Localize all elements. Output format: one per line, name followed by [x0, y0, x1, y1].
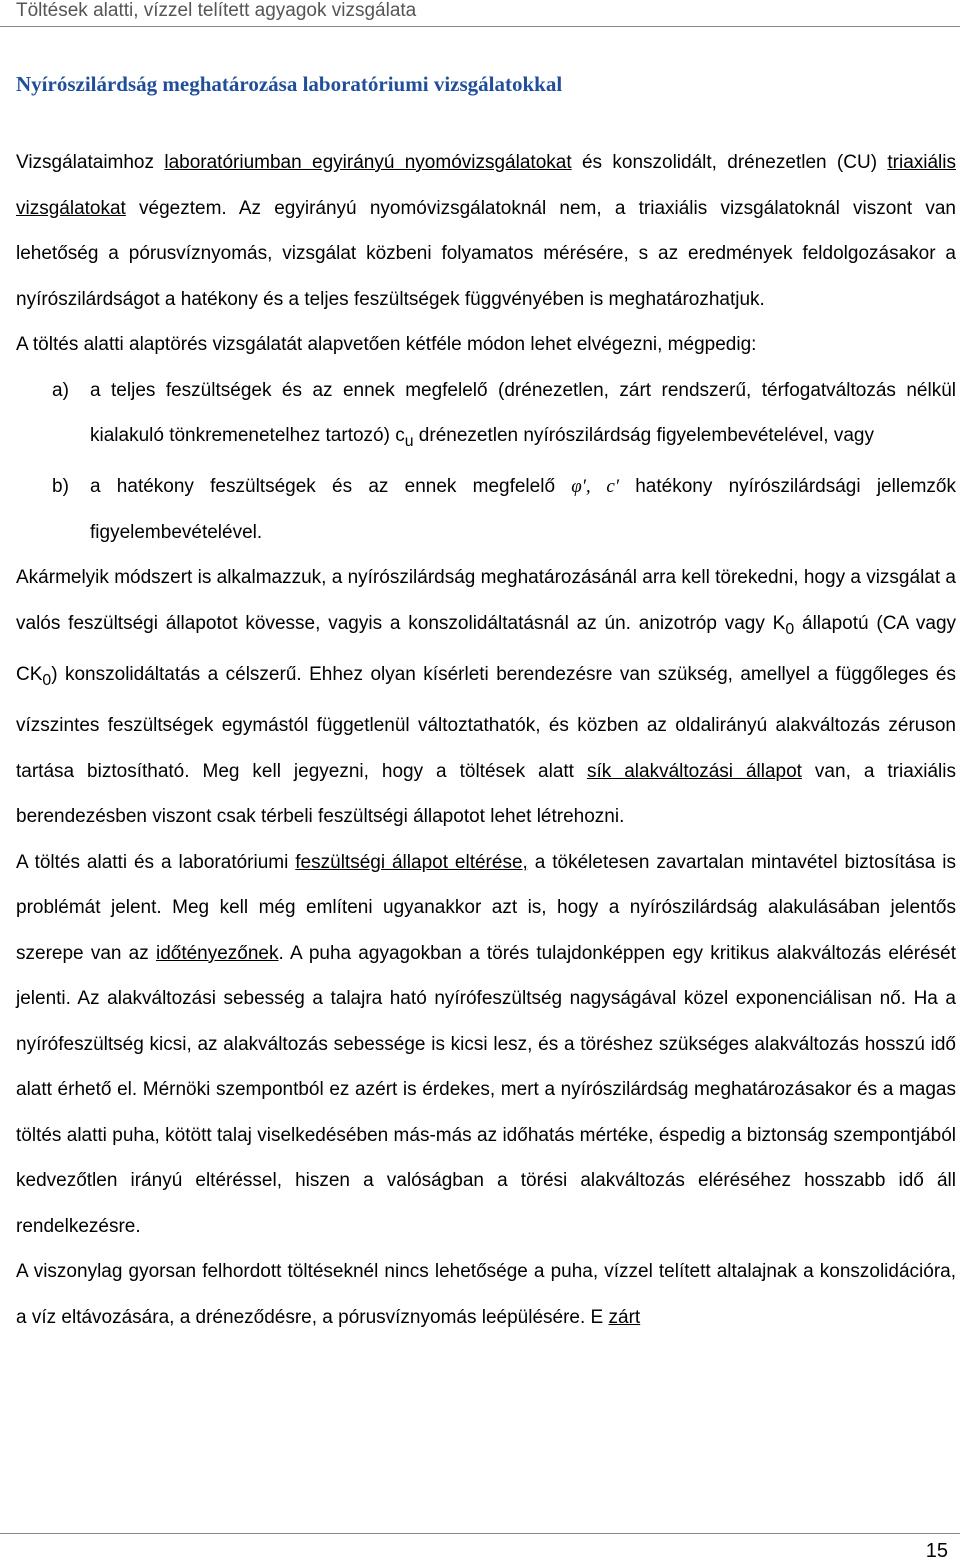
math-symbol: φ′, c′: [571, 476, 619, 498]
list-marker: a): [52, 379, 69, 401]
footer-rule: [0, 1533, 960, 1534]
running-header: Töltések alatti, vízzel telített agyagok vizsgálata: [16, 0, 417, 21]
list-item-a: [16, 368, 956, 465]
page-number: 15: [925, 1540, 948, 1562]
section-title: Nyírószilárdság meghatározása laboratóriumi vizsgálatokkal: [16, 72, 563, 96]
underlined-term: feszültségi állapot eltérése,: [295, 851, 528, 873]
header-rule: [0, 26, 960, 27]
method-list: [16, 368, 956, 556]
paragraph-5: A viszonylag gyorsan felhordott töltéseknél nincs lehetősége a puha, vízzel telített altalajnak a konszolidációra, a víz eltávozására, a dréneződésre, a pórusvíznyomás leépülésére. E zárt: [16, 1261, 956, 1328]
underlined-term: laboratóriumban egyirányú nyomóvizsgálatokat: [164, 152, 572, 173]
list-item-text: a teljes feszültségek és az ennek megfelelő (drénezetlen, zárt rendszerű, térfogatváltozás nélkül kialakuló tönkremenetelhez tartozó) $c_u$ drénezetlen nyírószilárdság figyelembevételével, vagy: [90, 379, 956, 450]
underlined-term: időtényezőnek: [155, 942, 279, 964]
list-item-text: a hatékony feszültségek és az ennek megfelelő φ′, c′ hatékony nyírószilárdsági jellemzők figyelembevételével.: [90, 476, 957, 543]
underlined-term: zárt: [608, 1306, 641, 1328]
paragraph-1: Vizsgálataimhoz laboratóriumban egyirányú nyomóvizsgálatokat és konszolidált, drénezetlen (CU) triaxiális vizsgálatokat végeztem. Az egyirányú nyomóvizsgálatoknál nem, a triaxiális vizsgálatoknál viszont van lehetőség a pórusvíznyomás, vizsgálat közbeni folyamatos mérésére, s az eredmények feldolgozásakor a nyírószilárdságot a hatékony és a teljes feszültségek függvényében is meghatározhatjuk.: [16, 152, 956, 310]
underlined-term: sík alakváltozási állapot: [586, 760, 802, 782]
paragraph-4: A töltés alatti és a laboratóriumi feszültségi állapot eltérése, a tökéletesen zavartalan mintavétel biztosítása is problémát jelent. Meg kell még említeni ugyanakkor azt is, hogy a nyírószilárdság alakulásában jelentős szerepe van az időtényezőnek. A puha agyagokban a törés tulajdonképpen egy kritikus alakváltozás elérését jelenti. Az alakváltozási sebesség a talajra ható nyírófeszültség nagyságával közel exponenciálisan nő. Ha a nyírófeszültség kicsi, az alakváltozás sebessége is kicsi lesz, és a töréshez szükséges alakváltozás hosszú idő alatt érhető el. Mérnöki szempontból ez azért is érdekes, mert a nyírószilárdság meghatározásakor és a magas töltés alatti puha, kötött talaj viselkedésében más-más az időhatás mértéke, éspedig a biztonság szempontjából kedvezőtlen irányú eltéréssel, hiszen a valóságban a törési alakváltozás eléréséhez hosszabb idő áll rendelkezésre.: [16, 851, 956, 1237]
list-item-b: [16, 464, 956, 555]
paragraph-2: A töltés alatti alaptörés vizsgálatát alapvetően kétféle módon lehet elvégezni, mégpedig:: [16, 334, 757, 355]
document-body: [16, 140, 956, 1340]
list-marker: b): [52, 476, 69, 498]
underlined-term: triaxiális vizsgálatokat: [16, 152, 956, 219]
paragraph-3: Akármelyik módszert is alkalmazzuk, a nyírószilárdság meghatározásánál arra kell törekedni, hogy a vizsgálat a valós feszültségi állapotot kövesse, vagyis a konszolidáltatásnál az ún. anizotróp vagy $K_0$ állapotú (CA vagy $CK_0$) konszolidáltatás a célszerű. Ehhez olyan kísérleti berendezésre van szükség, amellyel a függőleges és vízszintes feszültségek egymástól függetlenül változtathatók, és közben az oldalirányú alakváltozás zéruson tartása biztosítható. Meg kell jegyezni, hogy a töltések alatt sík alakváltozási állapot van, a triaxiális berendezésben viszont csak térbeli feszültségi állapotot lehet létrehozni.: [16, 567, 957, 828]
